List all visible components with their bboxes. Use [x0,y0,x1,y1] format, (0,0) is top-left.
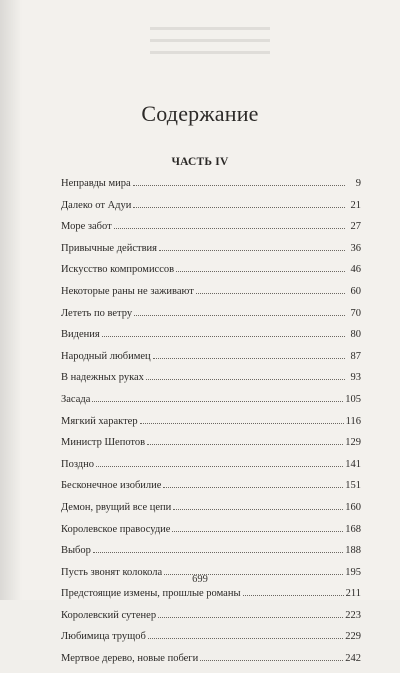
toc-leader-dots [176,262,345,272]
toc-entry-title: Королевское правосудие [61,523,171,535]
toc-entry-page: 27 [350,221,361,233]
toc-leader-dots [196,284,345,294]
page-title: Содержание [141,101,259,126]
toc-entry [61,284,361,306]
toc-entry-title: Бесконечное изобилие [61,480,162,492]
toc-entry [61,608,361,630]
toc-entry-page: 242 [345,653,361,665]
toc-entry-title: Видения [61,329,100,341]
toc-entry [61,198,361,220]
toc-entry-page: 36 [350,242,361,254]
toc-entry [61,629,361,651]
toc-leader-dots [133,176,345,186]
toc-entry-page: 188 [345,545,361,557]
toc-entry [61,414,361,436]
toc-entry-title: В надежных руках [61,372,144,384]
toc-entry [61,435,361,457]
toc-entry-title: Море забот [61,221,112,233]
toc-leader-dots [147,435,343,445]
toc-entry-title: Мягкий характер [61,415,138,427]
toc-entry-page: 60 [350,285,361,297]
toc-entry-page: 211 [345,588,361,600]
toc-entry [61,586,361,608]
toc-entry-page: 105 [345,393,361,405]
toc-entry [61,651,361,673]
toc-leader-dots [102,327,345,337]
toc-entry-title: Мертвое дерево, новые побеги [61,653,199,665]
toc-entry-page: 129 [345,437,361,449]
toc-entry-page: 223 [345,609,361,621]
toc-entry [61,219,361,241]
toc-entry-title: Демон, рвущий все цепи [61,501,172,513]
toc-entry [61,349,361,371]
toc-entry-page: 46 [350,264,361,276]
toc-entry-title: Министр Шепотов [61,437,146,449]
toc-leader-dots [148,629,343,639]
toc-entry [61,241,361,263]
toc-leader-dots [140,414,344,424]
show-through-text [150,18,270,78]
toc-entry-page: 160 [345,501,361,513]
toc-entry [61,478,361,500]
toc-entry-page: 151 [345,480,361,492]
toc-entry-title: Выбор [61,545,91,557]
toc-entry [61,370,361,392]
toc-entry [61,543,361,565]
toc-leader-dots [114,219,345,229]
toc-entry-page: 229 [345,631,361,643]
toc-leader-dots [96,457,343,467]
toc-leader-dots [159,241,345,251]
toc-entry [61,327,361,349]
toc-entry-title: Далеко от Адуи [61,199,132,211]
toc-entry-title: Неправды мира [61,178,131,189]
toc-leader-dots [163,478,343,488]
toc-entry-title: Пусть звонят колокола [61,566,163,578]
toc-entry-title: Поздно [61,458,95,470]
toc-entry-page: 21 [350,199,361,211]
toc-entry-title: Народный любимец [61,350,151,362]
toc-entry-page: 141 [345,458,361,470]
toc-entry-title: Привычные действия [61,242,157,254]
toc-entry [61,176,361,198]
toc-entry-title: Искусство компромиссов [61,264,175,276]
toc-entry [61,457,361,479]
toc-entry [61,392,361,414]
toc-entry-page: 116 [345,415,361,427]
toc-entry-page: 80 [350,329,361,341]
toc-entry-title: Лететь по ветру [61,307,133,319]
toc-entry-page: 70 [350,307,361,319]
toc-leader-dots [133,198,345,208]
toc-leader-dots [93,543,343,553]
toc-entry-title: Засада [61,393,91,405]
toc-entry [61,522,361,544]
toc-leader-dots [172,522,343,532]
part-heading: ЧАСТЬ IV [171,156,229,168]
toc-entry-page: 93 [350,372,361,384]
toc-entry-title: Королевский сутенер [61,609,157,621]
page-gutter-shadow [0,0,22,600]
toc-leader-dots [158,608,343,618]
toc-entry [61,306,361,328]
toc-entry-page: 9 [355,178,361,189]
toc-leader-dots [200,651,343,661]
toc-entry-page: 168 [345,523,361,535]
toc-entry-page: 87 [350,350,361,362]
toc-leader-dots [92,392,343,402]
toc-entry [61,500,361,522]
table-of-contents [61,176,361,673]
toc-leader-dots [134,306,345,316]
toc-leader-dots [243,586,344,596]
page-number: 699 [192,574,208,585]
toc-entry-page: 195 [345,566,361,578]
toc-entry [61,262,361,284]
toc-leader-dots [153,349,345,359]
toc-leader-dots [146,370,345,380]
toc-entry-title: Предстоящие измены, прошлые романы [61,588,241,600]
toc-leader-dots [173,500,343,510]
toc-entry-title: Некоторые раны не заживают [61,285,194,297]
toc-entry-title: Любимица трущоб [61,631,146,643]
